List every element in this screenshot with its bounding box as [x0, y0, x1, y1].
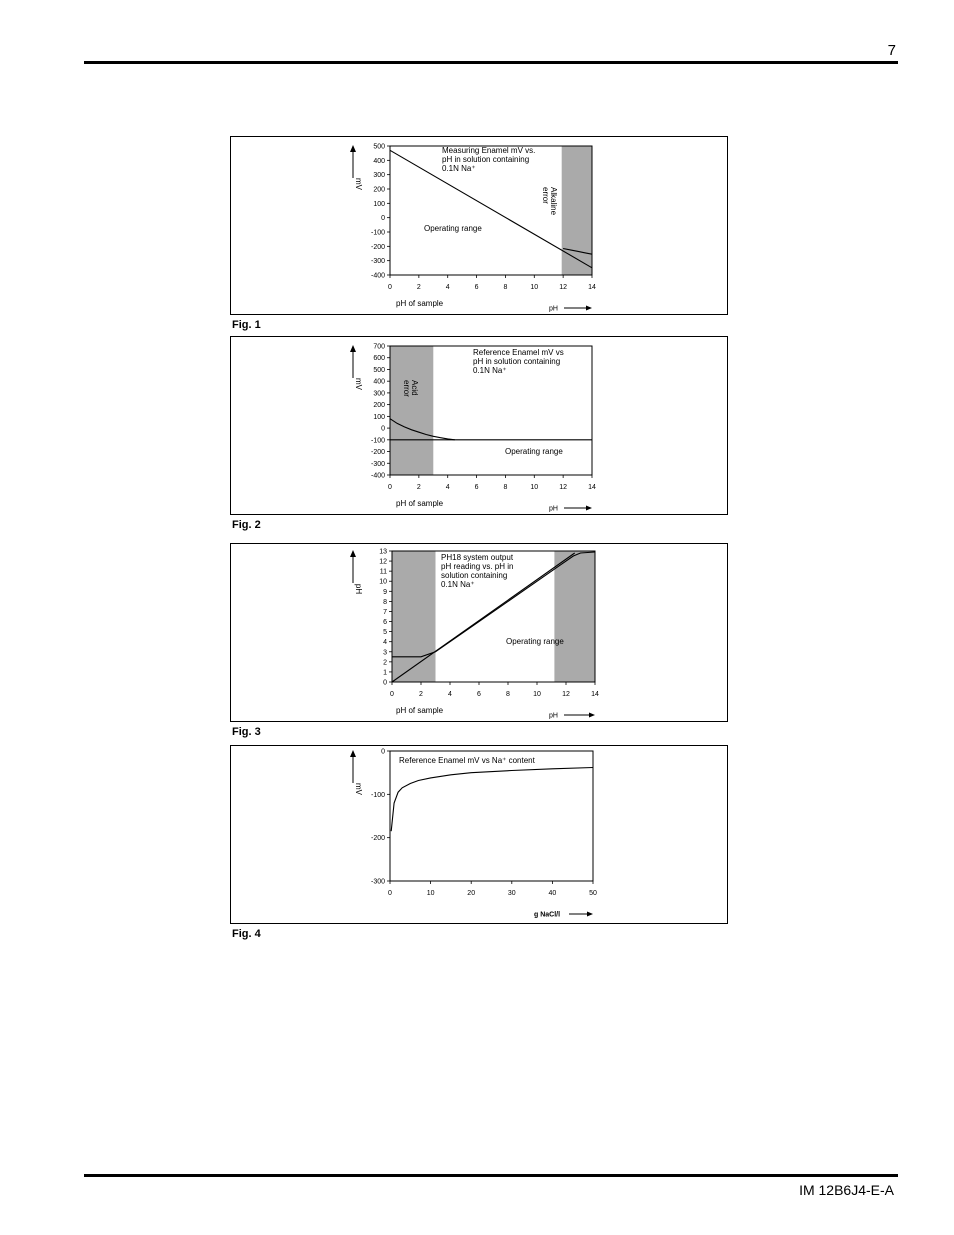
x-axis-arrow-label: pH: [549, 712, 558, 720]
x-tick-label: 12: [562, 691, 570, 698]
x-tick-label: 2: [416, 484, 421, 491]
x-tick-label: 10: [533, 691, 541, 698]
shaded-region-2: [554, 551, 595, 682]
y-tick-label: 0: [381, 748, 385, 756]
shaded-region-label: Acid: [410, 380, 419, 396]
x-tick-label: 12: [559, 484, 568, 491]
chart-annotation-line: Measuring Enamel mV vs.: [442, 146, 536, 155]
x-tick-label: 40: [548, 890, 557, 897]
y-tick-label: 3: [383, 649, 387, 657]
y-tick-label: 300: [373, 390, 385, 398]
y-tick-label: 700: [373, 343, 385, 351]
chart-annotation-line: PH18 system output: [441, 553, 514, 562]
x-tick-label: 50: [589, 890, 597, 897]
shaded-region-label: error: [541, 187, 550, 204]
y-axis-arrowhead: [350, 345, 356, 352]
x-axis-arrowhead: [586, 506, 592, 511]
y-axis-label: mV: [354, 178, 363, 190]
y-tick-label: 600: [373, 355, 385, 363]
x-tick-label: 4: [448, 691, 452, 698]
plot-frame: [390, 751, 593, 881]
page-number: 7: [887, 42, 896, 59]
x-tick-label: 6: [474, 284, 479, 291]
x-axis-arrow-label: pH: [549, 305, 558, 313]
x-tick-label: 6: [477, 691, 481, 698]
y-tick-label: -400: [370, 272, 385, 280]
y-tick-label: 100: [373, 200, 385, 208]
chart-annotation-line: 0.1N Na⁺: [442, 164, 476, 173]
x-tick-label: 10: [530, 284, 539, 291]
y-tick-label: 0: [381, 425, 385, 433]
shaded-region-1: [392, 551, 436, 682]
x-tick-label: 2: [416, 284, 421, 291]
y-tick-label: 12: [379, 558, 387, 566]
y-tick-label: 5: [383, 629, 387, 637]
shaded-region-label: error: [402, 380, 411, 397]
x-tick-label: 4: [445, 484, 450, 491]
operating-range-label: Operating range: [505, 447, 563, 456]
y-tick-label: -200: [370, 243, 385, 251]
y-tick-label: 11: [379, 568, 387, 576]
y-tick-label: 400: [373, 378, 385, 386]
y-tick-label: -200: [370, 449, 385, 457]
y-tick-label: -400: [370, 472, 385, 480]
y-tick-label: 200: [373, 402, 385, 410]
y-tick-label: -100: [370, 229, 385, 237]
x-tick-label: 30: [507, 890, 516, 897]
y-axis-arrowhead: [350, 550, 356, 557]
series-line-1: [391, 768, 593, 832]
figure-3-label: Fig. 3: [232, 726, 261, 738]
y-tick-label: 300: [373, 172, 385, 180]
chart-annotation-line: pH in solution containing: [442, 155, 530, 164]
y-axis-label: mV: [354, 378, 363, 390]
y-tick-label: 0: [381, 215, 385, 223]
x-axis-arrowhead: [589, 713, 595, 718]
x-tick-label: 0: [388, 284, 392, 291]
y-tick-label: 0: [383, 679, 387, 687]
figure-4-chart: [231, 746, 729, 925]
x-tick-label: 10: [426, 890, 435, 897]
chart-annotation-line: pH in solution containing: [473, 357, 561, 366]
y-tick-label: 7: [383, 608, 387, 616]
x-tick-label: 4: [445, 284, 450, 291]
document-id: IM 12B6J4-E-A: [799, 1182, 894, 1198]
y-tick-label: 500: [373, 366, 385, 374]
x-tick-label: 8: [503, 284, 508, 291]
shaded-region-1: [390, 346, 433, 475]
y-axis-label: pH: [354, 583, 363, 595]
y-tick-label: 4: [383, 639, 387, 647]
x-tick-label: 10: [530, 484, 539, 491]
y-tick-label: 9: [383, 588, 387, 596]
header-rule: [84, 61, 898, 64]
x-tick-label: 8: [506, 691, 510, 698]
y-axis-arrowhead: [350, 750, 356, 757]
figure-1-box: [230, 136, 728, 315]
y-tick-label: -300: [370, 878, 385, 886]
figure-2-label: Fig. 2: [232, 519, 261, 531]
x-tick-label: 6: [474, 484, 479, 491]
y-tick-label: 500: [373, 143, 385, 151]
figure-4-box: [230, 745, 728, 924]
y-tick-label: 2: [383, 659, 387, 667]
chart-annotation-line: Reference Enamel mV vs: [473, 348, 564, 357]
x-tick-label: 0: [388, 484, 392, 491]
y-tick-label: 200: [373, 186, 385, 194]
x-axis-label: pH of sample: [396, 499, 444, 508]
y-axis-arrowhead: [350, 145, 356, 152]
x-tick-label: 14: [591, 691, 599, 698]
figure-1-chart: [231, 137, 729, 316]
x-axis-arrowhead: [587, 912, 593, 917]
x-axis-arrowhead: [586, 306, 592, 311]
y-tick-label: -300: [370, 460, 385, 468]
x-tick-label: 14: [588, 284, 596, 291]
figure-3-box: [230, 543, 728, 722]
y-tick-label: 10: [379, 578, 387, 586]
figure-3-chart: [231, 544, 729, 723]
chart-annotation-line: Reference Enamel mV vs Na⁺ content: [399, 756, 535, 765]
x-axis-label: pH of sample: [396, 706, 444, 715]
x-tick-label: 12: [559, 284, 568, 291]
y-tick-label: -300: [370, 258, 385, 266]
chart-annotation-line: 0.1N Na⁺: [473, 366, 507, 375]
x-axis-arrow-label: pH: [549, 505, 558, 513]
footer-rule: [84, 1174, 898, 1177]
y-tick-label: 13: [379, 548, 387, 556]
x-tick-label: 20: [467, 890, 476, 897]
shaded-region-label: Alkaline: [549, 187, 558, 216]
y-tick-label: 400: [373, 157, 385, 165]
y-tick-label: -100: [370, 437, 385, 445]
figure-2-chart: [231, 337, 729, 516]
chart-annotation-line: solution containing: [441, 571, 508, 580]
figure-4-label: Fig. 4: [232, 928, 261, 940]
y-tick-label: 6: [383, 619, 387, 627]
y-axis-label: mV: [354, 783, 363, 795]
operating-range-label: Operating range: [506, 637, 564, 646]
chart-annotation-line: pH reading vs. pH in: [441, 562, 514, 571]
x-axis-label: pH of sample: [396, 299, 444, 308]
x-tick-label: 2: [419, 691, 423, 698]
y-tick-label: -200: [370, 835, 385, 843]
y-tick-label: 1: [383, 669, 387, 677]
x-tick-label: 8: [503, 484, 508, 491]
x-tick-label: 14: [588, 484, 596, 491]
x-tick-label: 0: [388, 890, 392, 897]
y-tick-label: 100: [373, 413, 385, 421]
chart-annotation-line: 0.1N Na⁺: [441, 580, 475, 589]
x-tick-label: 0: [390, 691, 394, 698]
figure-2-box: [230, 336, 728, 515]
x-axis-arrow-label: g NaCl/l: [534, 911, 561, 919]
y-tick-label: 8: [383, 598, 387, 606]
shaded-region-1: [562, 146, 592, 275]
y-tick-label: -100: [370, 791, 385, 799]
operating-range-label: Operating range: [424, 224, 482, 233]
figure-1-label: Fig. 1: [232, 319, 261, 331]
